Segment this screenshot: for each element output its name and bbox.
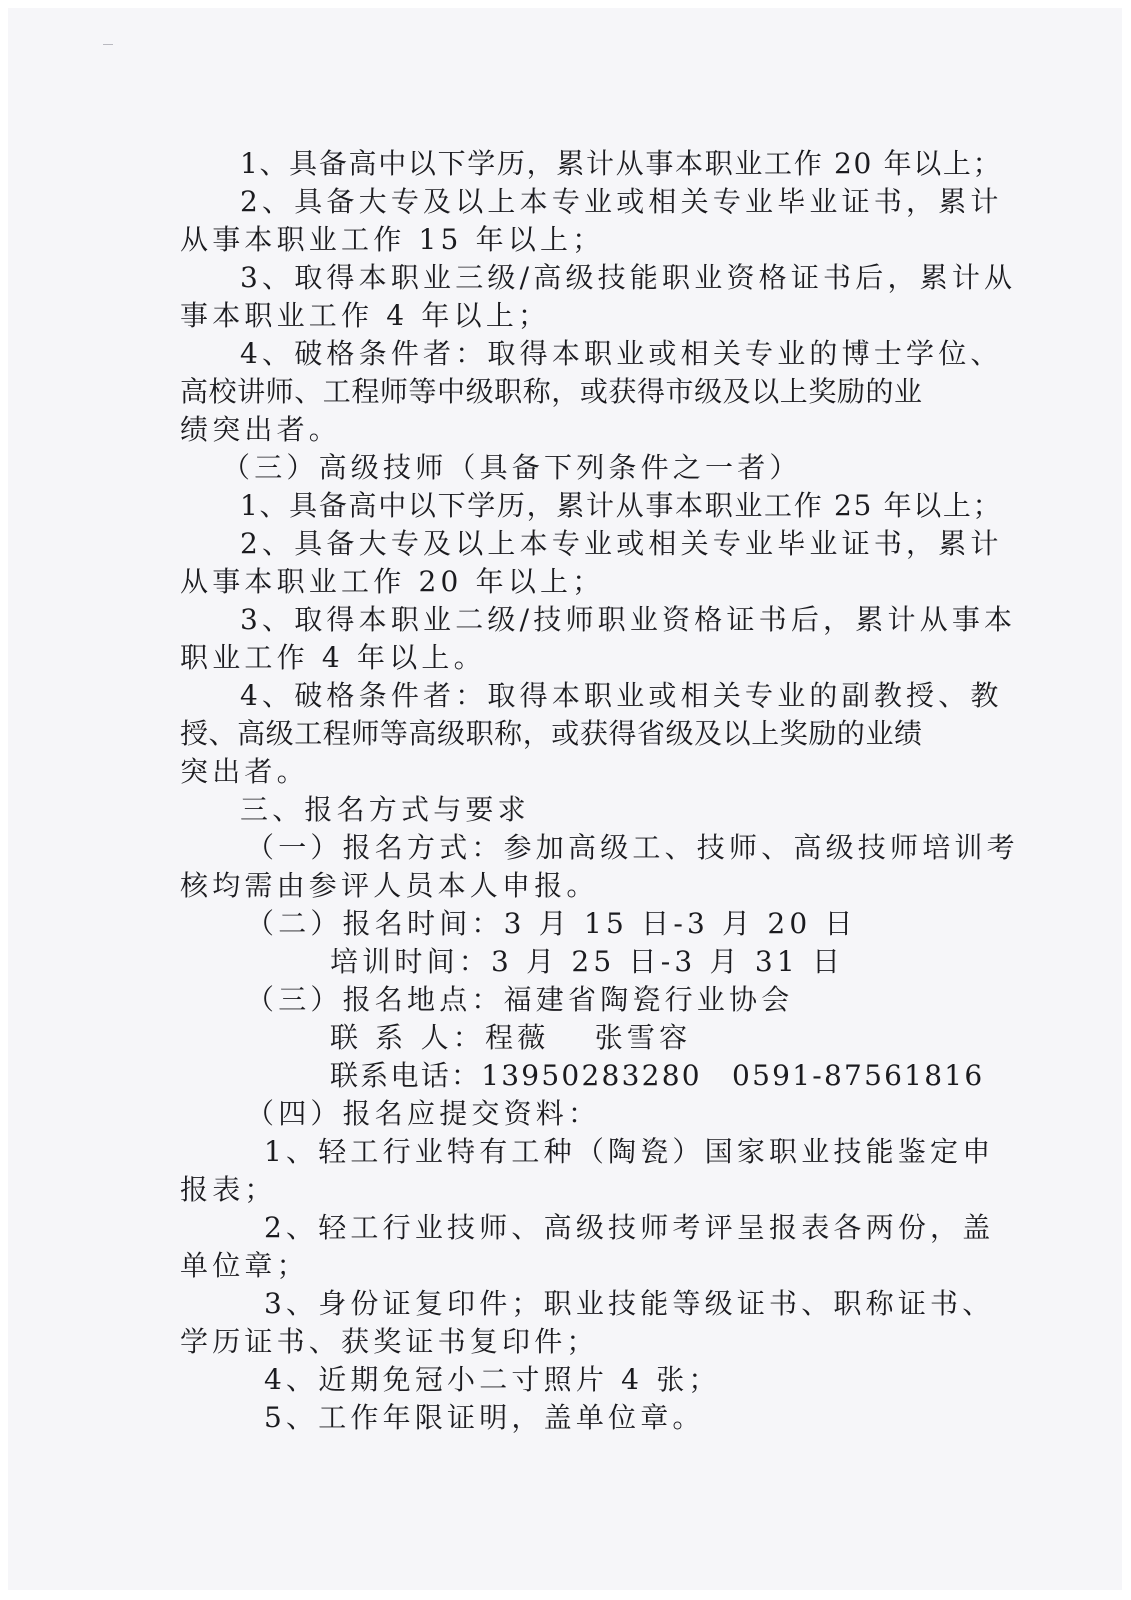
document-page bbox=[8, 8, 1122, 1590]
text-line-12: 从事本职业工作 20 年以上； bbox=[180, 565, 605, 598]
text-line-28: 报表； bbox=[180, 1173, 277, 1206]
contact-phone: 联系电话：13950283280 0591-87561816 bbox=[330, 1059, 985, 1092]
text-line-30: 单位章； bbox=[180, 1249, 309, 1282]
text-line-6: 4、破格条件者：取得本职业或相关专业的博士学位、 bbox=[240, 337, 1003, 370]
text-line-34: 5、工作年限证明，盖单位章。 bbox=[264, 1401, 705, 1434]
text-line-1: 1、具备高中以下学历，累计从事本职业工作 20 年以上； bbox=[240, 147, 1003, 180]
training-time: 培训时间：3 月 25 日-3 月 31 日 bbox=[330, 945, 845, 978]
text-line-15: 4、破格条件者：取得本职业或相关专业的副教授、教 bbox=[240, 679, 1003, 712]
text-line-32: 学历证书、获奖证书复印件； bbox=[180, 1325, 599, 1358]
text-line-13: 3、取得本职业二级/技师职业资格证书后，累计从事本 bbox=[240, 603, 1017, 636]
section-heading-senior-technician: （三）高级技师（具备下列条件之一者） bbox=[222, 451, 802, 484]
text-line-2: 2、具备大专及以上本专业或相关专业毕业证书，累计 bbox=[240, 185, 1003, 218]
section-heading-registration: 三、报名方式与要求 bbox=[240, 793, 530, 826]
scan-speck bbox=[103, 44, 113, 45]
text-line-29: 2、轻工行业技师、高级技师考评呈报表各两份，盖 bbox=[264, 1211, 995, 1244]
text-line-27: 1、轻工行业特有工种（陶瓷）国家职业技能鉴定申 bbox=[264, 1135, 995, 1168]
text-line-20: 核均需由参评人员本人申报。 bbox=[180, 869, 599, 902]
text-line-26: （四）报名应提交资料： bbox=[246, 1097, 601, 1130]
text-line-33: 4、近期免冠小二寸照片 4 张； bbox=[264, 1363, 721, 1396]
text-line-11: 2、具备大专及以上本专业或相关专业毕业证书，累计 bbox=[240, 527, 1003, 560]
text-line-17: 突出者。 bbox=[180, 755, 309, 788]
text-line-10: 1、具备高中以下学历，累计从事本职业工作 25 年以上； bbox=[240, 489, 1003, 522]
text-line-8: 绩突出者。 bbox=[180, 413, 342, 446]
text-line-3: 从事本职业工作 15 年以上； bbox=[180, 223, 605, 256]
registration-location: （三）报名地点：福建省陶瓷行业协会 bbox=[246, 983, 794, 1016]
text-line-16: 授、高级工程师等高级职称，或获得省级及以上奖励的业绩 bbox=[180, 717, 923, 750]
text-line-14: 职业工作 4 年以上。 bbox=[180, 641, 486, 674]
text-line-4: 3、取得本职业三级/高级技能职业资格证书后，累计从 bbox=[240, 261, 1017, 294]
text-line-19: （一）报名方式：参加高级工、技师、高级技师培训考 bbox=[246, 831, 1019, 864]
contact-person: 联 系 人：程薇 张雪容 bbox=[330, 1021, 692, 1054]
registration-time: （二）报名时间：3 月 15 日-3 月 20 日 bbox=[246, 907, 857, 940]
text-line-31: 3、身份证复印件；职业技能等级证书、职称证书、 bbox=[264, 1287, 995, 1320]
text-line-7: 高校讲师、工程师等中级职称，或获得市级及以上奖励的业 bbox=[180, 375, 923, 408]
text-line-5: 事本职业工作 4 年以上； bbox=[180, 299, 551, 332]
